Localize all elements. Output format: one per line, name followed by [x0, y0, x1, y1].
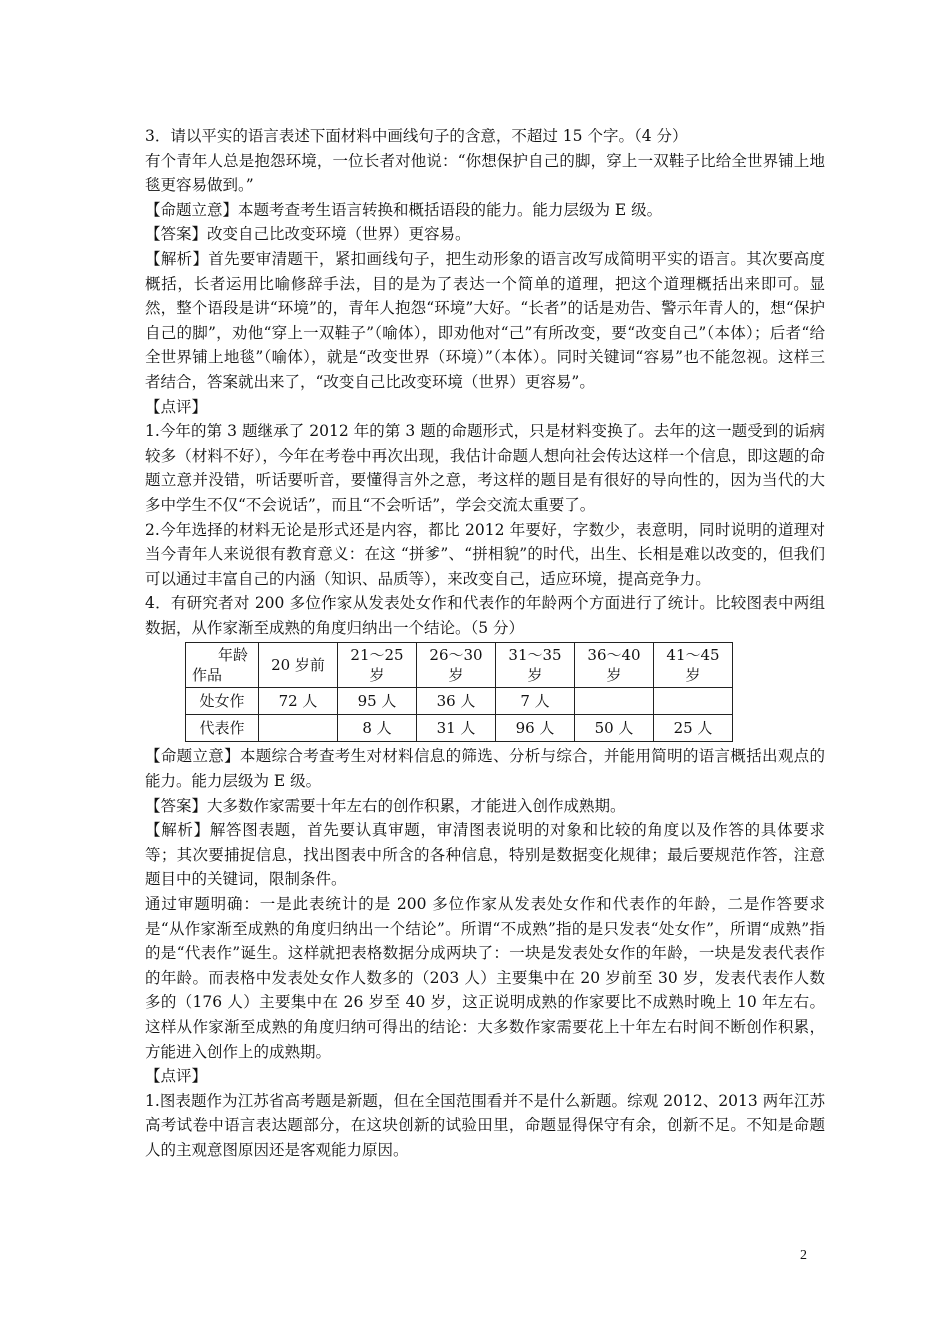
table-cell: 72 人	[259, 688, 338, 715]
q4-analysis: 【解析】解答图表题，首先要认真审题，审清图表说明的对象和比较的角度以及作答的具体要求等；其次要捕捉信息，找出图表中所含的各种信息，特别是数据变化规律；最后要规范作答，注意题目中的关键词，限制条件。	[145, 821, 825, 889]
row-label: 处女作	[186, 688, 259, 715]
q3-analysis: 【解析】首先要审清题干，紧扣画线句子，把生动形象的语言改写成简明平实的语言。其次要高度概括，长者运用比喻修辞手法，目的是为了表达一个简单的道理，把这个道理概括出来即可。显然，整个语段是讲“环境”的，青年人抱怨“环境”大好。“长者”的话是劝告、警示年青人的，想“保护自己的脚”，劝他“穿上一双鞋子”（喻体），即劝他对“己”有所改变，要“改变自己”（本体）；后者“给全世界铺上地毯”（喻体），就是“改变世界（环境）”（本体）。同时关键词“容易”也不能忽视。这样三者结合，答案就出来了，“改变自己比改变环境（世界）更容易”。	[145, 249, 825, 391]
column-header: 31～35 岁	[496, 643, 575, 688]
table-cell: 50 人	[575, 715, 654, 742]
table-cell: 8 人	[338, 715, 417, 742]
table-corner-cell	[186, 643, 259, 688]
row-label: 代表作	[186, 715, 259, 742]
q3-comment-1: 1.今年的第 3 题继承了 2012 年的第 3 题的命题形式，只是材料变换了。去年的这一题受到的诟病较多（材料不好），今年在考卷中再次出现，我估计命题人想向社会传达这样一个信息，即这题的命题立意并没错，听话要听音，要懂得言外之意，考这样的题目是有很好的导向性的，因为当代的大多中学生不仅“不会说话”，而且“不会听话”，学会交流太重要了。	[145, 422, 825, 514]
corner-label-work: 作品	[192, 666, 223, 685]
corner-label-age: 年龄	[217, 646, 248, 665]
column-header: 36～40 岁	[575, 643, 654, 688]
table-cell: 95 人	[338, 688, 417, 715]
table-cell: 25 人	[654, 715, 733, 742]
q3-comment-2: 2.今年选择的材料无论是形式还是内容，都比 2012 年要好，字数少，表意明，同时说明的道理对当今青年人来说很有教育意义：在这 “拼爹”、“拼相貌”的时代，出生、长相是难以改变的，但我们可以通过丰富自己的内涵（知识、品质等），来改变自己，适应环境，提高竞争力。	[145, 520, 825, 588]
table-cell: 7 人	[496, 688, 575, 715]
q3-comment-heading: 【点评】	[145, 397, 208, 416]
table-cell	[575, 688, 654, 715]
table-row	[186, 715, 733, 742]
table-cell: 36 人	[417, 688, 496, 715]
table-header-row	[186, 643, 733, 688]
q4-answer: 【答案】大多数作家需要十年左右的创作积累，才能进入创作成熟期。	[145, 796, 626, 815]
q4-question: 4．有研究者对 200 多位作家从发表处女作和代表作的年龄两个方面进行了统计。比较图表中两组数据，从作家渐至成熟的角度归纳出一个结论。（5 分）	[145, 594, 825, 637]
table-cell: 96 人	[496, 715, 575, 742]
table-cell	[654, 688, 733, 715]
column-header: 26～30 岁	[417, 643, 496, 688]
age-statistics-table	[185, 642, 733, 742]
q4-analysis-detail: 通过审题明确：一是此表统计的是 200 多位作家从发表处女作和代表作的年龄，二是作答要求是“从作家渐至成熟的角度归纳出一个结论”。所谓“不成熟”指的是只发表“处女作”，所谓“成熟”指的是“代表作”诞生。这样就把表格数据分成两块了：一块是发表处女作的年龄，一块是发表代表作的年龄。而表格中发表处女作人数多的（203 人）主要集中在 20 岁前至 30 岁，发表代表作人数多的（176 人）主要集中在 26 岁至 40 岁，这正说明成熟的作家要比不成熟时晚上 10 年左右。这样从作家渐至成熟的角度归纳可得出的结论：大多数作家需要花上十年左右时间不断创作积累，方能进入创作上的成熟期。	[145, 895, 825, 1061]
column-header: 21～25 岁	[338, 643, 417, 688]
table-cell	[259, 715, 338, 742]
table-row	[186, 688, 733, 715]
q4-comment-1: 1.图表题作为江苏省高考题是新题，但在全国范围看并不是什么新题。综观 2012、2013 两年江苏高考试卷中语言表达题部分，在这块创新的试验田里，命题显得保守有余，创新不足。不知是命题人的主观意图原因还是客观能力原因。	[145, 1091, 825, 1159]
table-cell: 31 人	[417, 715, 496, 742]
q3-question: 3．请以平实的语言表述下面材料中画线句子的含意，不超过 15 个字。（4 分）	[145, 127, 688, 145]
column-header: 20 岁前	[259, 643, 338, 688]
q3-intent: 【命题立意】本题考查考生语言转换和概括语段的能力。能力层级为 E 级。	[145, 200, 663, 219]
q3-material: 有个青年人总是抱怨环境，一位长者对他说：“你想保护自己的脚，穿上一双鞋子比给全世界铺上地毯更容易做到。”	[145, 151, 825, 195]
page-number: 2	[800, 1248, 807, 1263]
q4-intent: 【命题立意】本题综合考查考生对材料信息的筛选、分析与综合，并能用简明的语言概括出观点的能力。能力层级为 E 级。	[145, 747, 825, 791]
document-page	[145, 124, 825, 1163]
column-header: 41～45 岁	[654, 643, 733, 688]
q4-comment-heading: 【点评】	[145, 1067, 208, 1086]
q3-answer: 【答案】改变自己比改变环境（世界）更容易。	[145, 225, 471, 244]
